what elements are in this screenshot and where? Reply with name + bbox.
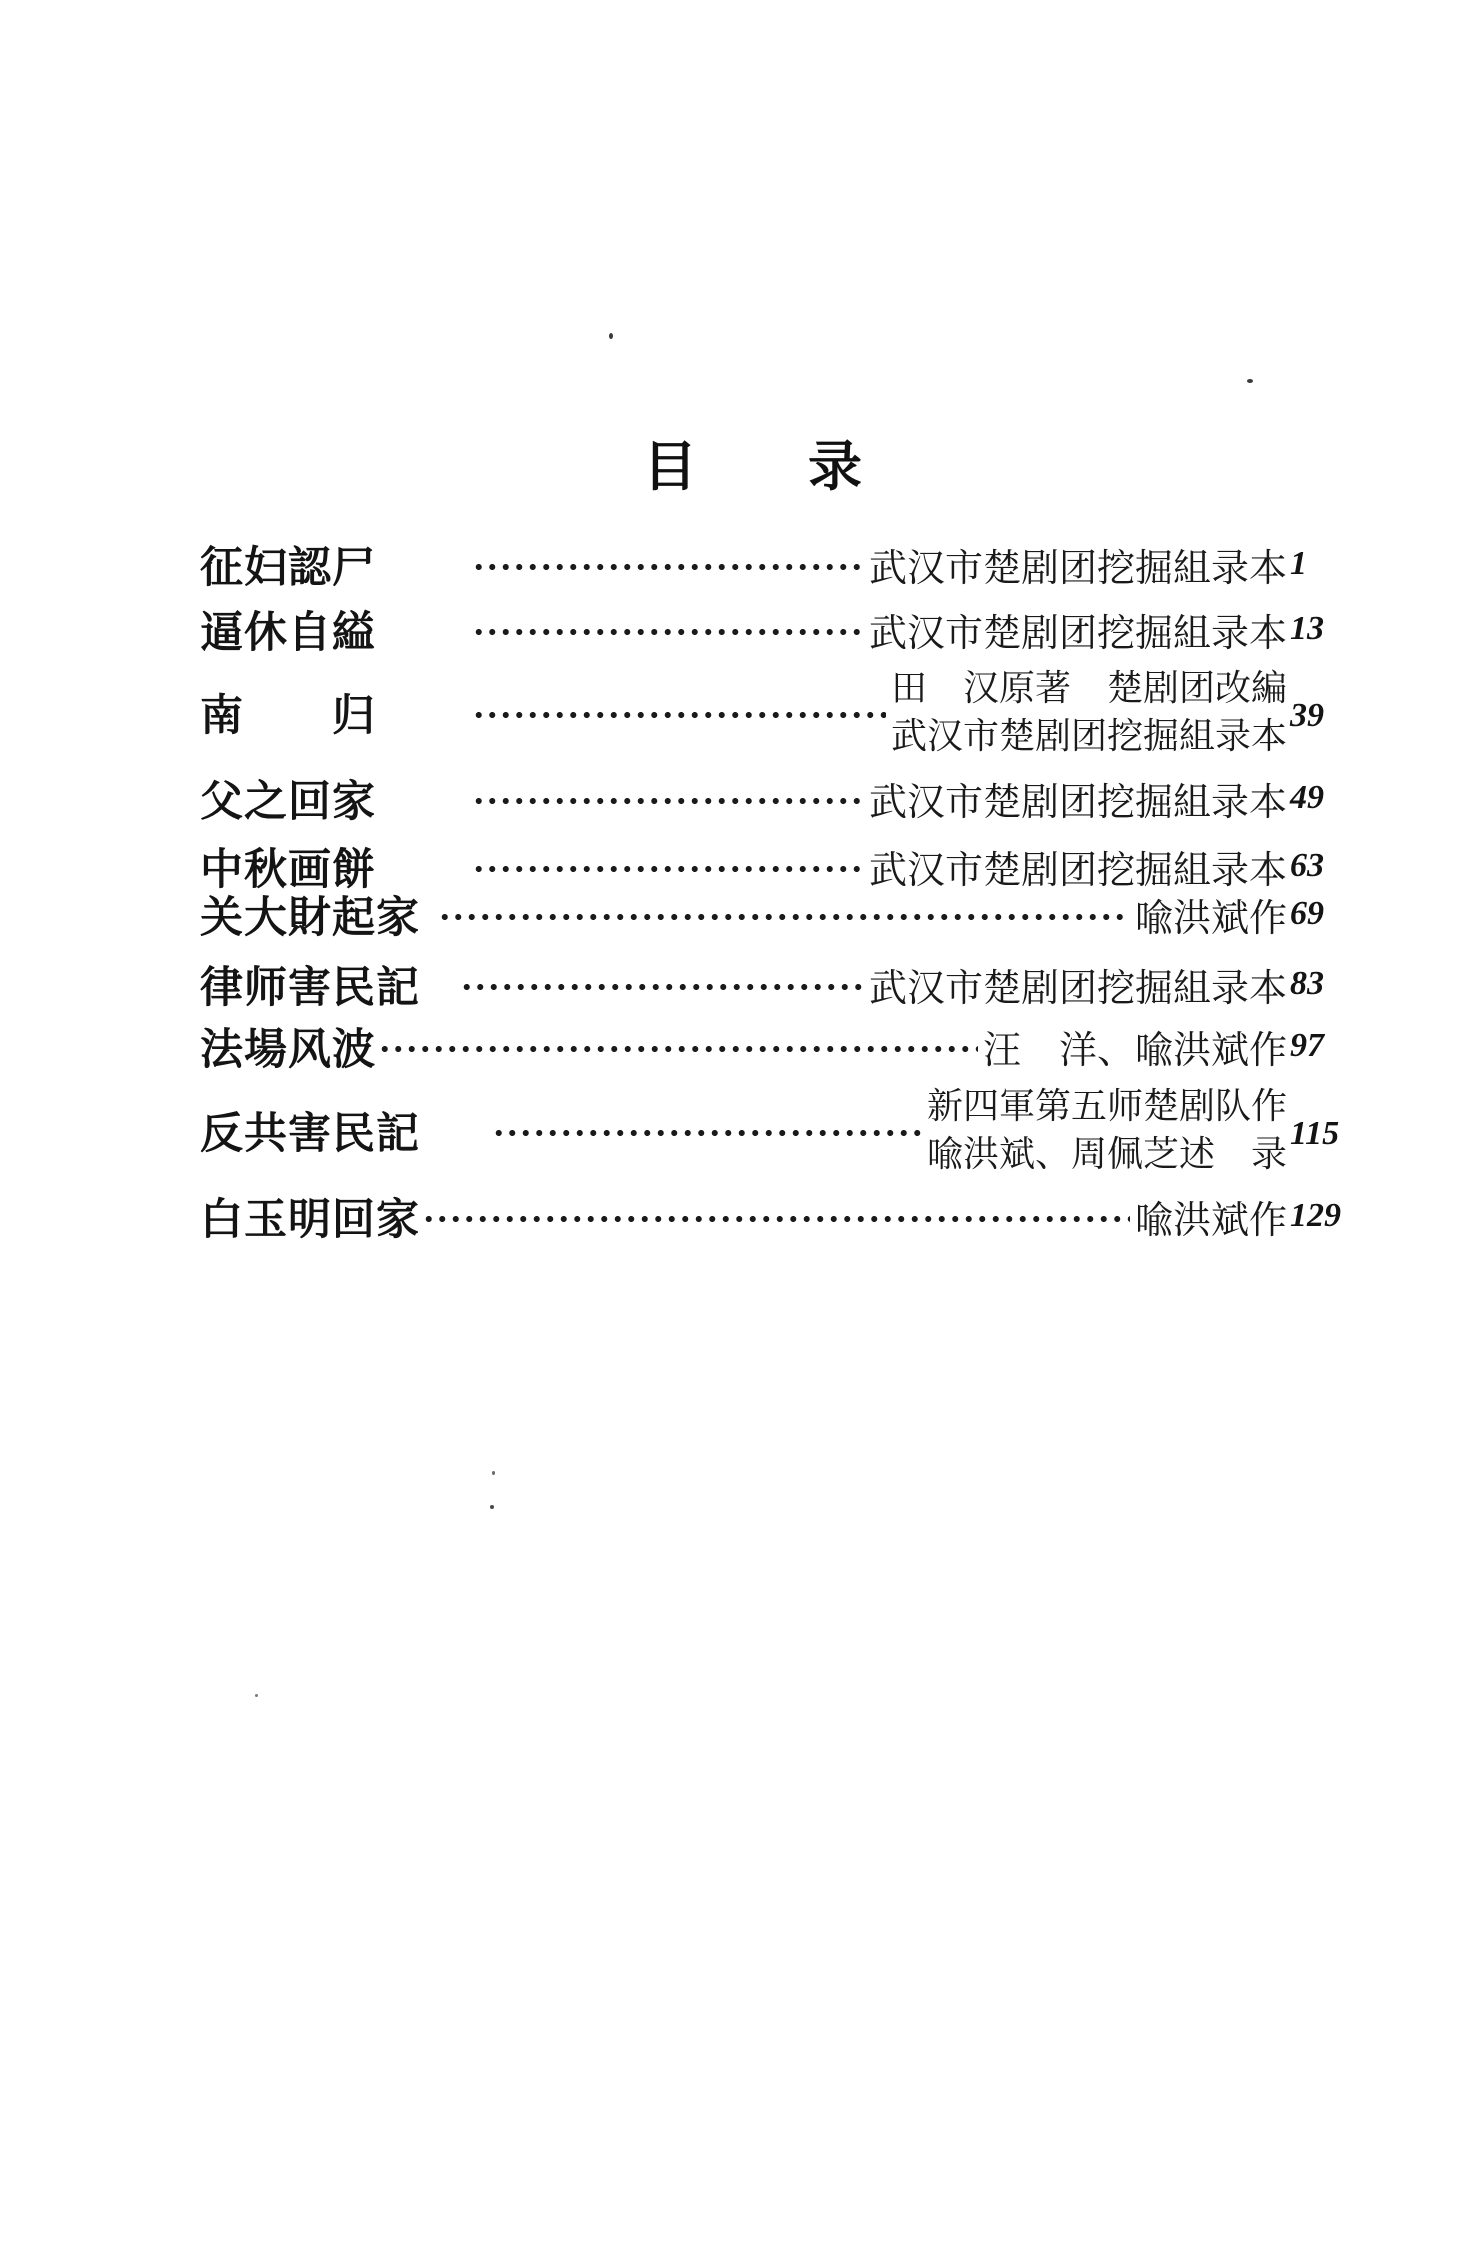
entry-page-number: 1 — [1290, 545, 1307, 582]
entry-page-number: 83 — [1290, 965, 1324, 1002]
toc-entry — [200, 957, 1348, 1011]
page-title: 目 录 — [643, 437, 863, 497]
dot-leader — [422, 1213, 1130, 1225]
dot-leader — [472, 709, 886, 721]
entry-attribution-line: 新四軍第五师楚剧队作 — [926, 1086, 1287, 1126]
entry-attribution: 武汉市楚剧团挖掘組录本 — [868, 781, 1287, 824]
scan-speck — [492, 1471, 495, 1475]
toc-entry — [200, 771, 1348, 825]
entry-page-number: 63 — [1290, 847, 1324, 884]
toc-entry — [200, 1080, 1348, 1180]
entry-page-number: 129 — [1290, 1197, 1341, 1234]
entry-page-number: 115 — [1290, 1115, 1340, 1152]
toc-entry — [200, 662, 1348, 762]
entry-attribution: 武汉市楚剧团挖掘組录本 — [868, 849, 1287, 892]
entry-title: 法場风波 — [200, 1026, 376, 1074]
scan-speck — [609, 333, 613, 339]
entry-attribution-line: 武汉市楚剧团挖掘組录本 — [890, 716, 1287, 756]
entry-attribution: 汪 洋、喩洪斌作 — [982, 1029, 1287, 1072]
entry-title: 南 归 — [200, 692, 376, 740]
entry-page-number: 69 — [1290, 895, 1324, 932]
entry-page-number: 39 — [1290, 697, 1324, 734]
entry-page-number: 97 — [1290, 1027, 1324, 1064]
dot-leader — [472, 561, 864, 573]
entry-attribution-block — [891, 664, 1287, 760]
scan-speck — [1247, 379, 1253, 383]
entry-title: 中秋画餅 — [200, 846, 376, 894]
entry-title: 关大財起家 — [200, 894, 420, 942]
entry-title: 白玉明回家 — [200, 1196, 420, 1244]
toc-entry — [200, 1189, 1348, 1243]
dot-leader — [472, 795, 864, 807]
dot-leader — [472, 863, 864, 875]
entry-attribution: 武汉市楚剧团挖掘組录本 — [868, 967, 1287, 1010]
dot-leader — [472, 626, 864, 638]
toc-entry — [200, 537, 1348, 591]
toc-entry — [200, 887, 1348, 941]
entry-title: 律师害民記 — [200, 964, 420, 1012]
entry-attribution: 喩洪斌作 — [1134, 897, 1287, 940]
entry-attribution-block — [927, 1082, 1287, 1178]
dot-leader — [378, 1043, 978, 1055]
dot-leader — [492, 1127, 922, 1139]
scan-speck — [255, 1694, 258, 1697]
entry-page-number: 13 — [1290, 610, 1324, 647]
entry-attribution: 喩洪斌作 — [1134, 1199, 1287, 1242]
entry-page-number: 49 — [1290, 779, 1324, 816]
scan-speck — [490, 1505, 494, 1509]
entry-title: 父之回家 — [200, 778, 376, 826]
entry-title: 逼休自縊 — [200, 609, 376, 657]
entry-attribution: 武汉市楚剧团挖掘組录本 — [868, 547, 1287, 590]
entry-title: 征妇認尸 — [200, 544, 376, 592]
entry-title: 反共害民記 — [200, 1110, 420, 1158]
entry-attribution: 武汉市楚剧团挖掘組录本 — [868, 612, 1287, 655]
dot-leader — [460, 981, 864, 993]
toc-entry — [200, 602, 1348, 656]
dot-leader — [438, 911, 1130, 923]
entry-attribution-line: 喩洪斌、周佩芝述 录 — [926, 1134, 1287, 1174]
entry-attribution-line: 田 汉原著 楚剧团改編 — [890, 668, 1287, 708]
toc-entry — [200, 1019, 1348, 1073]
